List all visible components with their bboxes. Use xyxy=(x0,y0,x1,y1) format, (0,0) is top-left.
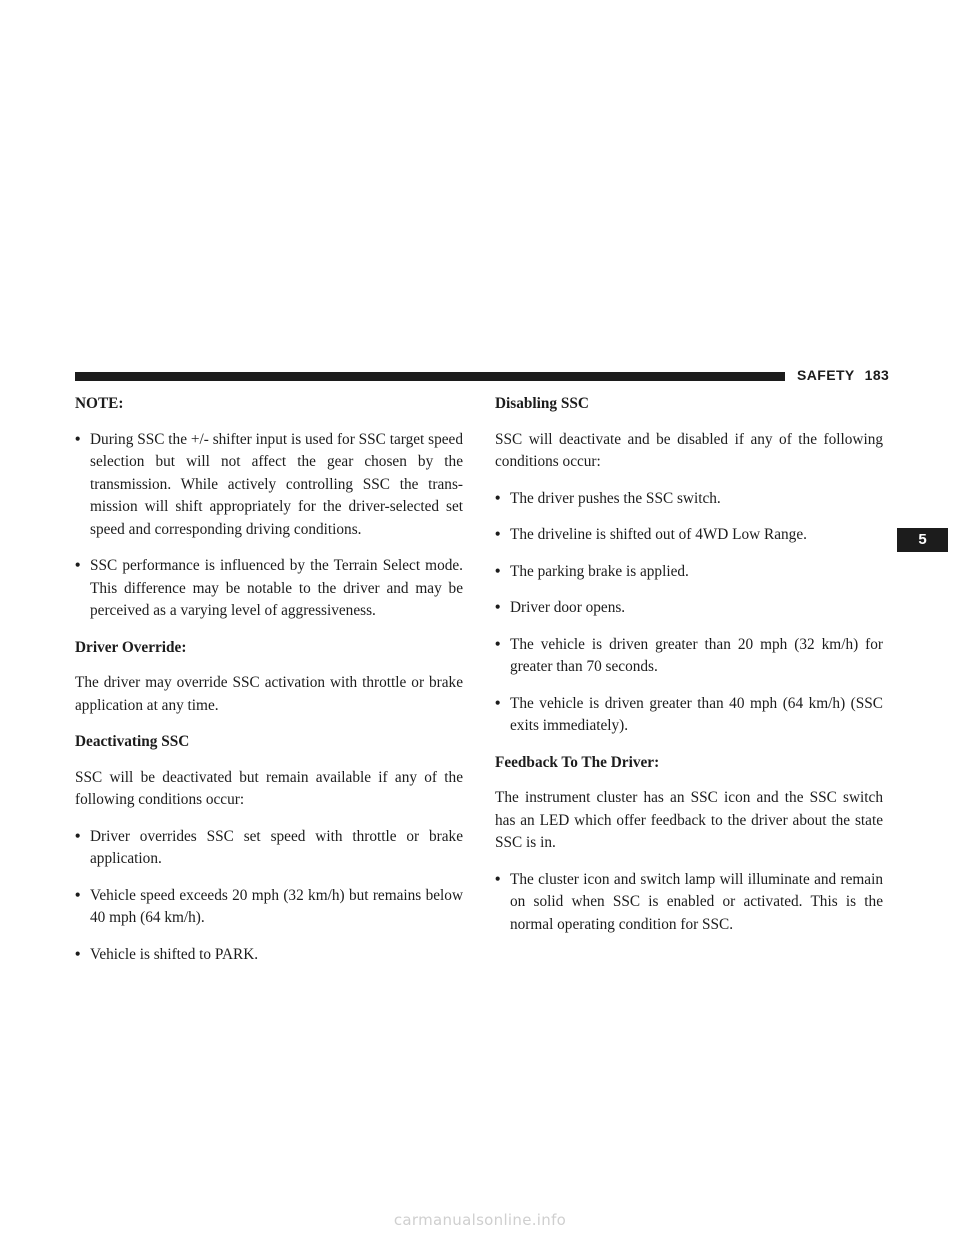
bullet: • xyxy=(75,886,81,904)
list-item-text: The vehicle is driven greater than 40 mph (64 km/h) (SSC exits immediately). xyxy=(510,694,883,734)
bullet: • xyxy=(75,430,81,448)
override-text: The driver may override SSC activation with throttle or brake application at any time. xyxy=(75,674,463,714)
deactivating-list xyxy=(75,826,463,967)
list-item-text: The driver pushes the SSC switch. xyxy=(510,489,721,507)
deactivating-text: SSC will be deactivated but remain available if any of the following conditions occur: xyxy=(75,768,463,808)
section-title: SAFETY xyxy=(797,367,855,383)
list-item-text: The parking brake is applied. xyxy=(510,562,689,580)
header-rule xyxy=(75,372,785,381)
list-item xyxy=(495,869,883,937)
bullet: • xyxy=(495,599,501,616)
note-list xyxy=(75,429,463,623)
list-item xyxy=(75,555,463,623)
disabling-list xyxy=(495,488,883,738)
list-item xyxy=(75,944,463,967)
bullet: • xyxy=(495,635,501,653)
feedback-list xyxy=(495,869,883,937)
bullet: • xyxy=(495,526,501,543)
bullet: • xyxy=(495,489,501,507)
bullet: • xyxy=(75,827,81,845)
feedback-text: The instrument cluster has an SSC icon and the SSC switch has an LED which offer feedback to the driver about the state SSC is in. xyxy=(495,789,883,851)
list-item-text: The vehicle is driven greater than 20 mph (32 km/h) for greater than 70 seconds. xyxy=(510,635,883,675)
disabling-text: SSC will deactivate and be disabled if any of the following conditions occur: xyxy=(495,430,883,470)
list-item-text: SSC performance is influenced by the Terrain Select mode. This difference may be notable to the driver and may be perceived as a varying level of aggressiveness. xyxy=(90,557,463,619)
list-item xyxy=(495,634,883,679)
page-number: 183 xyxy=(864,367,890,383)
list-item xyxy=(495,524,883,547)
right-column xyxy=(495,393,883,950)
list-item-text: The cluster icon and switch lamp will illuminate and remain on solid when SSC is enabled or activated. This is the normal operating condition for SSC. xyxy=(510,870,883,933)
list-item-text: During SSC the +/- shifter input is used for SSC target speed selection but will not affect the gear chosen by the transmission. While actively controlling SSC the trans- mission will shift appropriately for the driver-selected set speed and corresponding driving conditions. xyxy=(90,430,463,538)
list-item xyxy=(495,597,883,620)
watermark: carmanualsonline.info xyxy=(393,1211,567,1229)
list-item xyxy=(495,693,883,738)
note-heading: NOTE: xyxy=(75,395,124,412)
left-column xyxy=(75,393,463,980)
list-item-text: Driver door opens. xyxy=(510,599,626,616)
list-item xyxy=(75,429,463,542)
bullet: • xyxy=(495,694,501,712)
deactivating-heading: Deactivating SSC xyxy=(75,733,190,750)
list-item xyxy=(495,488,883,511)
list-item-text: Vehicle is shifted to PARK. xyxy=(90,945,259,963)
bullet: • xyxy=(75,557,81,574)
disabling-heading: Disabling SSC xyxy=(495,395,589,412)
override-heading: Driver Override: xyxy=(75,638,187,656)
bullet: • xyxy=(75,945,81,963)
list-item xyxy=(495,561,883,584)
bullet: • xyxy=(495,562,501,580)
list-item-text: Driver overrides SSC set speed with throttle or brake application. xyxy=(90,827,463,867)
list-item-text: Vehicle speed exceeds 20 mph (32 km/h) but remains below 40 mph (64 km/h). xyxy=(90,886,463,926)
list-item xyxy=(75,826,463,871)
list-item xyxy=(75,885,463,930)
running-header xyxy=(797,367,889,383)
bullet: • xyxy=(495,870,501,888)
feedback-heading: Feedback To The Driver: xyxy=(495,753,660,771)
list-item-text: The driveline is shifted out of 4WD Low Range. xyxy=(510,526,807,543)
chapter-tab: 5 xyxy=(897,528,948,552)
